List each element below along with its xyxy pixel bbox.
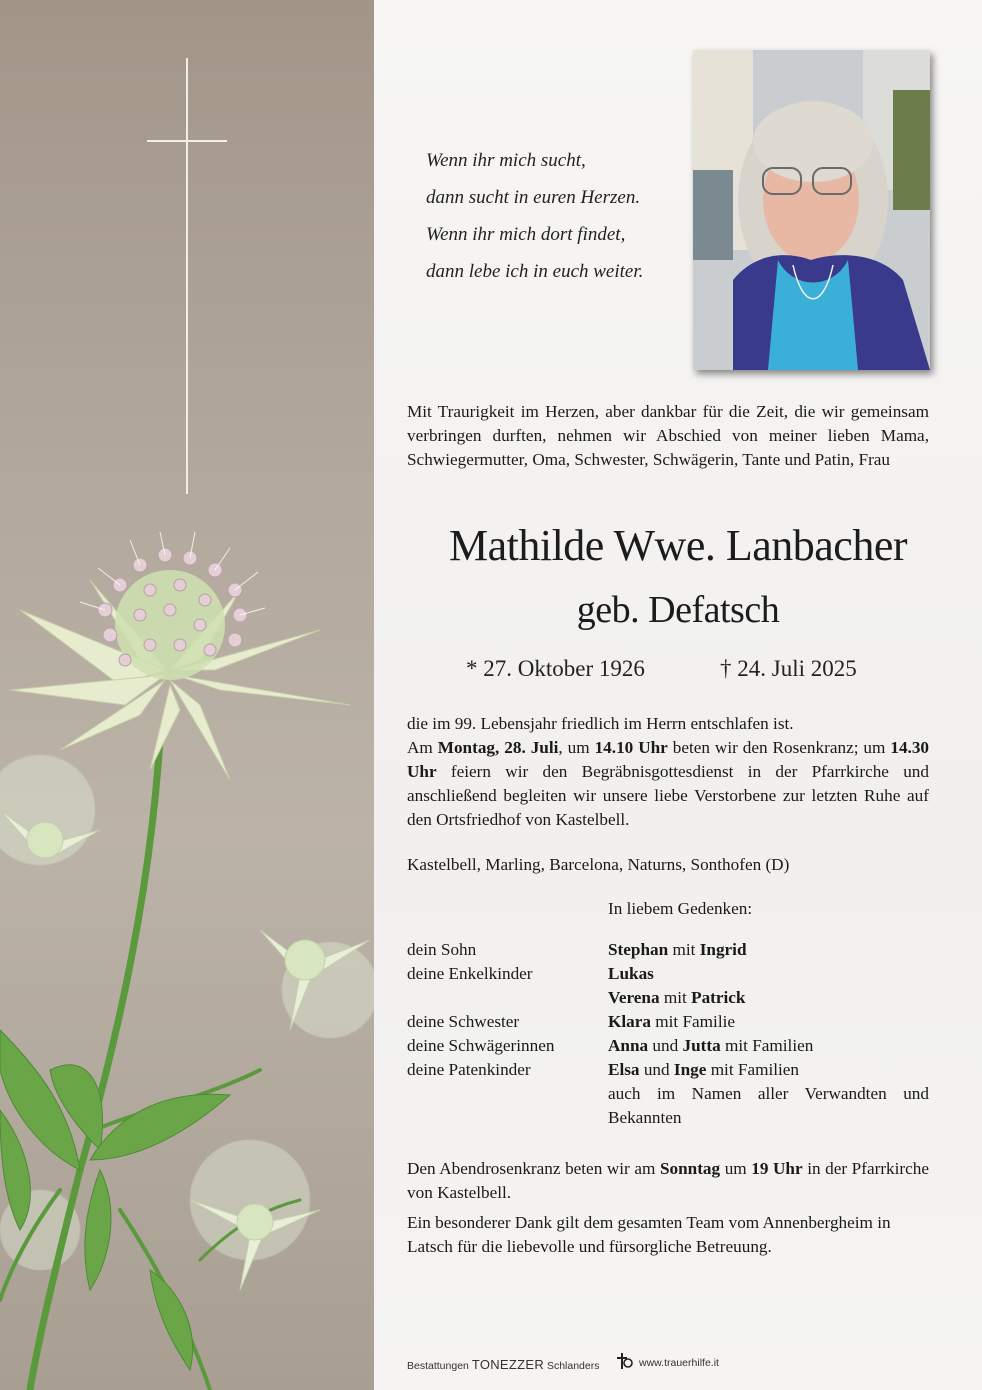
website-link[interactable]: www.trauerhilfe.it bbox=[639, 1357, 719, 1369]
funeral-time: 14.30 Uhr bbox=[407, 738, 930, 781]
rosary-time: 14.10 Uhr bbox=[594, 738, 668, 757]
service-text: Am Montag, 28. Juli, um 14.10 Uhr beten wir den Rosenkranz; um 14.30 Uhr feiern wir den Begräbnisgottesdienst in der Pfarrkirche und anschließend begleiten wir unsere liebe Verstorbene zur letzten Ruhe auf den Ortsfriedhof von Kastelbell. bbox=[407, 738, 930, 829]
relative-label: dein Sohn bbox=[407, 940, 477, 959]
relative-names: Lukas bbox=[608, 964, 654, 983]
service-day: Montag, 28. Juli bbox=[437, 738, 559, 757]
thanks-text: Ein besonderer Dank gilt dem gesamten Team vom Annenbergheim in Latsch für die liebevolle und fürsorgliche Betreuung. bbox=[407, 1213, 891, 1256]
funeral-home-brand: TONEZZER bbox=[471, 1357, 545, 1372]
places: Kastelbell, Marling, Barcelona, Naturns, Sonthofen (D) bbox=[407, 855, 790, 874]
poem-line: dann sucht in euren Herzen. bbox=[426, 187, 641, 208]
death-date: † 24. Juli 2025 bbox=[720, 656, 857, 681]
relative-names: Stephan mit Ingrid bbox=[608, 940, 747, 959]
deceased-name: Mathilde Wwe. Lanbacher bbox=[448, 521, 908, 570]
trauerhilfe-logo-icon bbox=[614, 1352, 634, 1373]
evening-rosary-text: Den Abendrosenkranz beten wir am Sonntag um 19 Uhr in der Pfarrkirche von Kastelbell. bbox=[407, 1159, 929, 1202]
astrantia-flower-illustration bbox=[0, 510, 374, 1390]
passing-text bbox=[407, 712, 929, 832]
memory-heading: In liebem Gedenken: bbox=[608, 899, 753, 918]
birth-date: * 27. Oktober 1926 bbox=[466, 656, 645, 681]
maiden-name: geb. Defatsch bbox=[576, 589, 780, 631]
relative-names: Verena mit Patrick bbox=[608, 988, 746, 1007]
relative-label: deine Enkelkinder bbox=[407, 964, 533, 983]
poem-line: Wenn ihr mich dort findet, bbox=[426, 224, 626, 245]
relative-names: Elsa und Inge mit Familien bbox=[608, 1060, 800, 1079]
poem-line: Wenn ihr mich sucht, bbox=[426, 150, 586, 171]
relative-label: deine Patenkinder bbox=[407, 1060, 531, 1079]
cross-icon bbox=[186, 58, 188, 494]
cross-icon-beam bbox=[147, 140, 227, 142]
relative-label: deine Schwägerinnen bbox=[407, 1036, 555, 1055]
relative-names: Klara mit Familie bbox=[608, 1012, 735, 1031]
passing-line: die im 99. Lebensjahr friedlich im Herrn entschlafen ist. bbox=[407, 714, 794, 733]
funeral-home-credit: Bestattungen TONEZZER Schlanders bbox=[407, 1357, 600, 1372]
poem bbox=[426, 142, 643, 290]
relative-label: deine Schwester bbox=[407, 1012, 520, 1031]
poem-line: dann lebe ich in euch weiter. bbox=[426, 261, 644, 282]
relatives-others: auch im Namen aller Verwandten und Bekannten bbox=[608, 1084, 929, 1127]
portrait-photo bbox=[693, 50, 930, 370]
flower-panel bbox=[0, 0, 374, 1390]
intro-text: Mit Traurigkeit im Herzen, aber dankbar für die Zeit, die wir gemeinsam verbringen durften, nehmen wir Abschied von meiner lieben Mama, Schwiegermutter, Oma, Schwester, Schwägerin, Tante und Patin, Frau bbox=[407, 402, 929, 469]
relative-names: Anna und Jutta mit Familien bbox=[608, 1036, 814, 1055]
